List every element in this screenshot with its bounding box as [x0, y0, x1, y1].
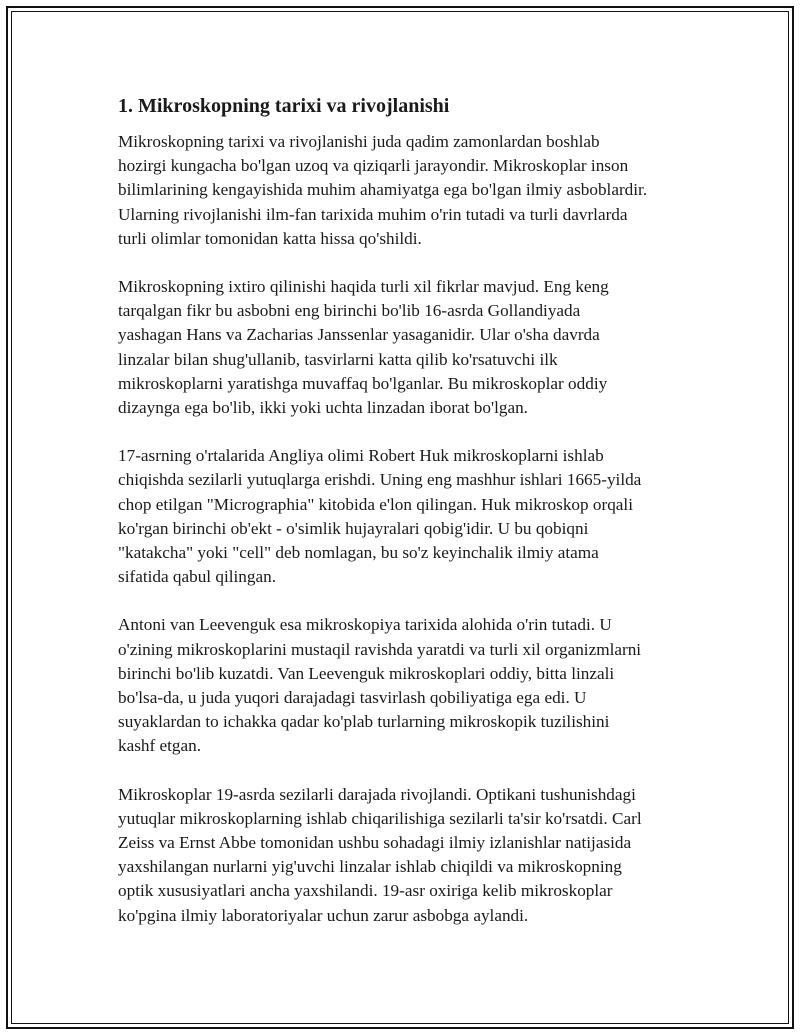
paragraph-3: [118, 444, 688, 589]
paragraph-2: [118, 275, 688, 420]
text-line: Antoni van Leevenguk esa mikroskopiya tarixida alohida o'rin tutadi. U: [118, 615, 612, 635]
text-line: Mikroskoplar 19-asrda sezilarli darajada rivojlandi. Optikani tushunishdagi: [118, 784, 636, 804]
text-line: kashf etgan.: [118, 736, 202, 756]
text-line: yutuqlar mikroskoplarning ishlab chiqarilishiga sezilarli ta'sir ko'rsatdi. Carl: [118, 808, 642, 828]
text-line: mikroskoplarni yaratishga muvaffaq bo'lganlar. Bu mikroskoplar oddiy: [118, 373, 608, 393]
text-line: 17-asrning o'rtalarida Angliya olimi Robert Huk mikroskoplarni ishlab: [118, 446, 604, 466]
section-heading: 1. Mikroskopning tarixi va rivojlanishi: [118, 95, 450, 117]
text-line: tarqalgan fikr bu asbobni eng birinchi bo'lib 16-asrda Gollandiyada: [118, 301, 581, 321]
paragraph-5: [118, 783, 688, 928]
text-line: suyaklardan to ichakka qadar ko'plab turlarning mikroskopik tuzilishini: [118, 712, 610, 732]
text-line: Zeiss va Ernst Abbe tomonidan ushbu sohadagi ilmiy izlanishlar natijasida: [118, 833, 632, 853]
text-line: chop etilgan "Micrographia" kitobida e'lon qilingan. Huk mikroskop orqali: [118, 494, 633, 514]
text-line: optik xususiyatlari ancha yaxshilandi. 19-asr oxiriga kelib mikroskoplar: [118, 881, 613, 901]
text-line: linzalar bilan shug'ullanib, tasvirlarni katta qilib ko'rsatuvchi ilk: [118, 349, 558, 369]
text-line: hozirgi kungacha bo'lgan uzoq va qiziqarli jarayondir. Mikroskoplar inson: [118, 156, 629, 176]
text-line: yaxshilangan nurlarni yig'uvchi linzalar ishlab chiqildi va mikroskopning: [118, 857, 622, 877]
paragraph-4: [118, 613, 688, 758]
text-line: birinchi bo'lib kuzatdi. Van Leevenguk mikroskoplari oddiy, bitta linzali: [118, 663, 615, 683]
text-line: ko'pgina ilmiy laboratoriyalar uchun zarur asbobga aylandi.: [118, 905, 529, 925]
text-line: Mikroskopning ixtiro qilinishi haqida turli xil fikrlar mavjud. Eng keng: [118, 277, 609, 297]
text-line: "katakcha" yoki "cell" deb nomlagan, bu so'z keyinchalik ilmiy atama: [118, 543, 599, 563]
text-line: turli olimlar tomonidan katta hissa qo'shildi.: [118, 228, 422, 248]
text-line: o'zining mikroskoplarini mustaqil ravishda yaratdi va turli xil organizmlarni: [118, 639, 642, 659]
text-line: bilimlarining kengayishida muhim ahamiyatga ega bo'lgan ilmiy asboblardir.: [118, 180, 648, 200]
text-line: Mikroskopning tarixi va rivojlanishi juda qadim zamonlardan boshlab: [118, 132, 600, 151]
text-line: yashagan Hans va Zacharias Janssenlar yasaganidir. Ular o'sha davrda: [118, 325, 600, 345]
text-line: Ularning rivojlanishi ilm-fan tarixida muhim o'rin tutadi va turli davrlarda: [118, 204, 628, 224]
text-line: ko'rgan birinchi ob'ekt - o'simlik hujayralari qobig'idir. U bu qobiqni: [118, 518, 589, 538]
text-line: sifatida qabul qilingan.: [118, 567, 276, 587]
text-line: dizaynga ega bo'lib, ikki yoki uchta linzadan iborat bo'lgan.: [118, 398, 528, 418]
text-line: chiqishda sezilarli yutuqlarga erishdi. Uning eng mashhur ishlari 1665-yilda: [118, 470, 642, 490]
paragraph-1: [118, 130, 688, 251]
document-body: [118, 92, 688, 952]
text-line: bo'lsa-da, u juda yuqori darajadagi tasvirlash qobiliyatiga ega edi. U: [118, 688, 587, 708]
